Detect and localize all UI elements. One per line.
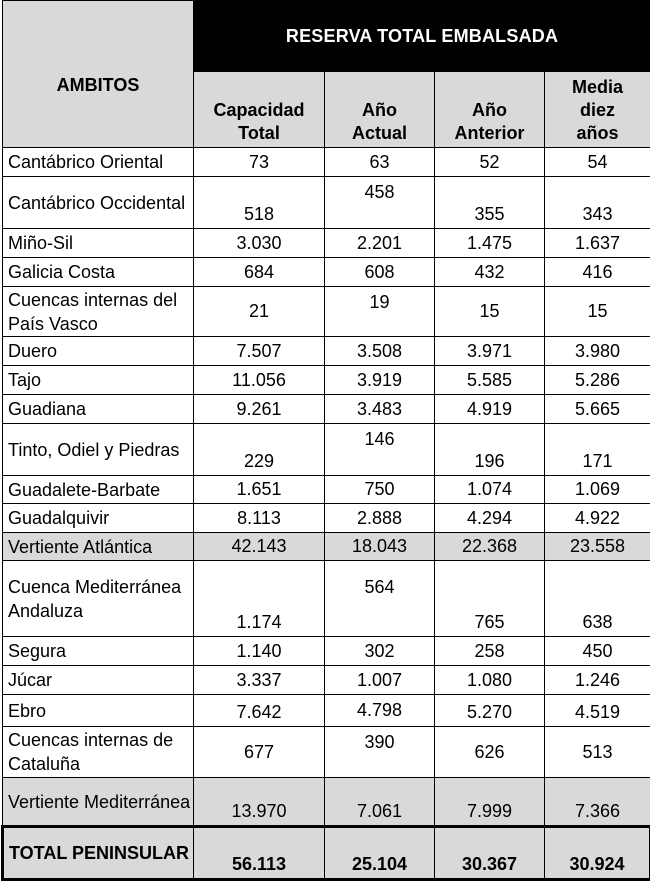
cell-media: 343 bbox=[545, 177, 650, 229]
cell-anterior: 5.270 bbox=[435, 695, 545, 727]
row-name: Ebro bbox=[3, 695, 194, 727]
cell-anterior: 196 bbox=[435, 424, 545, 476]
cell-actual: 2.201 bbox=[325, 229, 435, 258]
cell-anterior: 1.080 bbox=[435, 666, 545, 695]
cell-media: 5.665 bbox=[545, 395, 650, 424]
total-capacidad: 56.113 bbox=[194, 827, 325, 880]
cell-capacidad: 684 bbox=[194, 258, 325, 287]
table-row bbox=[3, 666, 650, 695]
row-name: Cuenca Mediterránea Andaluza bbox=[3, 561, 194, 637]
header-media-label: Media diez años bbox=[572, 77, 624, 143]
cell-actual: 564 bbox=[325, 561, 435, 637]
header-capacidad-label: Capacidad Total bbox=[213, 100, 305, 143]
cell-actual: 608 bbox=[325, 258, 435, 287]
cell-capacidad: 11.056 bbox=[194, 366, 325, 395]
cell-anterior: 5.585 bbox=[435, 366, 545, 395]
table-row bbox=[3, 258, 650, 287]
cell-capacidad: 1.140 bbox=[194, 637, 325, 666]
table-row bbox=[3, 395, 650, 424]
cell-actual: 7.061 bbox=[325, 778, 435, 827]
table-row bbox=[3, 366, 650, 395]
cell-capacidad: 3.030 bbox=[194, 229, 325, 258]
cell-media: 54 bbox=[545, 148, 650, 177]
row-name: Guadalquivir bbox=[3, 504, 194, 533]
header-actual-label: Año Actual bbox=[351, 100, 407, 143]
cell-media: 171 bbox=[545, 424, 650, 476]
cell-anterior: 4.919 bbox=[435, 395, 545, 424]
cell-anterior: 355 bbox=[435, 177, 545, 229]
cell-actual: 63 bbox=[325, 148, 435, 177]
table-row bbox=[3, 337, 650, 366]
cell-media: 1.637 bbox=[545, 229, 650, 258]
table-row bbox=[3, 637, 650, 666]
total-media: 30.924 bbox=[545, 827, 650, 880]
row-name: Cantábrico Oriental bbox=[3, 148, 194, 177]
header-ambitos: AMBITOS bbox=[3, 1, 194, 148]
cell-anterior: 626 bbox=[435, 727, 545, 778]
cell-anterior: 4.294 bbox=[435, 504, 545, 533]
cell-capacidad: 13.970 bbox=[194, 778, 325, 827]
cell-media: 513 bbox=[545, 727, 650, 778]
cell-anterior: 15 bbox=[435, 287, 545, 337]
table-row bbox=[3, 148, 650, 177]
cell-capacidad: 677 bbox=[194, 727, 325, 778]
cell-media: 1.246 bbox=[545, 666, 650, 695]
cell-actual: 146 bbox=[325, 424, 435, 476]
total-actual: 25.104 bbox=[325, 827, 435, 880]
cell-capacidad: 21 bbox=[194, 287, 325, 337]
cell-actual: 390 bbox=[325, 727, 435, 778]
cell-media: 5.286 bbox=[545, 366, 650, 395]
row-name: Galicia Costa bbox=[3, 258, 194, 287]
cell-actual: 19 bbox=[325, 287, 435, 337]
cell-media: 4.922 bbox=[545, 504, 650, 533]
cell-anterior: 258 bbox=[435, 637, 545, 666]
row-name: Cantábrico Occidental bbox=[3, 177, 194, 229]
table-row bbox=[3, 177, 650, 229]
cell-media: 638 bbox=[545, 561, 650, 637]
cell-media: 416 bbox=[545, 258, 650, 287]
total-name: TOTAL PENINSULAR bbox=[3, 827, 194, 880]
table-row bbox=[3, 504, 650, 533]
cell-anterior: 7.999 bbox=[435, 778, 545, 827]
cell-media: 4.519 bbox=[545, 695, 650, 727]
row-name: Tinto, Odiel y Piedras bbox=[3, 424, 194, 476]
table-row bbox=[3, 424, 650, 476]
cell-actual: 750 bbox=[325, 476, 435, 504]
cell-capacidad: 42.143 bbox=[194, 533, 325, 561]
cell-anterior: 1.475 bbox=[435, 229, 545, 258]
cell-actual: 3.483 bbox=[325, 395, 435, 424]
subtotal-row bbox=[3, 533, 650, 561]
row-name: Vertiente Atlántica bbox=[3, 533, 194, 561]
cell-actual: 1.007 bbox=[325, 666, 435, 695]
subtotal-row bbox=[3, 778, 650, 827]
cell-capacidad: 9.261 bbox=[194, 395, 325, 424]
row-name: Segura bbox=[3, 637, 194, 666]
table-row bbox=[3, 287, 650, 337]
row-name: Cuencas internas de Cataluña bbox=[3, 727, 194, 778]
row-name: Vertiente Mediterránea bbox=[3, 778, 194, 827]
cell-anterior: 22.368 bbox=[435, 533, 545, 561]
table-row bbox=[3, 476, 650, 504]
cell-capacidad: 518 bbox=[194, 177, 325, 229]
cell-actual: 18.043 bbox=[325, 533, 435, 561]
total-anterior: 30.367 bbox=[435, 827, 545, 880]
cell-media: 1.069 bbox=[545, 476, 650, 504]
cell-actual: 458 bbox=[325, 177, 435, 229]
table-row bbox=[3, 727, 650, 778]
cell-media: 3.980 bbox=[545, 337, 650, 366]
cell-actual: 3.919 bbox=[325, 366, 435, 395]
header-anterior-label: Año Anterior bbox=[454, 100, 525, 143]
table-row bbox=[3, 229, 650, 258]
cell-capacidad: 7.642 bbox=[194, 695, 325, 727]
row-name: Tajo bbox=[3, 366, 194, 395]
table-row bbox=[3, 561, 650, 637]
reserve-table bbox=[1, 0, 650, 881]
row-name: Júcar bbox=[3, 666, 194, 695]
total-row bbox=[3, 827, 650, 880]
cell-capacidad: 73 bbox=[194, 148, 325, 177]
cell-capacidad: 7.507 bbox=[194, 337, 325, 366]
row-name: Guadalete-Barbate bbox=[3, 476, 194, 504]
row-name: Cuencas internas del País Vasco bbox=[3, 287, 194, 337]
cell-media: 450 bbox=[545, 637, 650, 666]
cell-media: 15 bbox=[545, 287, 650, 337]
cell-actual: 302 bbox=[325, 637, 435, 666]
cell-anterior: 52 bbox=[435, 148, 545, 177]
header-capacidad-total bbox=[194, 72, 325, 148]
cell-anterior: 1.074 bbox=[435, 476, 545, 504]
cell-anterior: 3.971 bbox=[435, 337, 545, 366]
header-media-diez-anos bbox=[545, 72, 650, 148]
cell-anterior: 432 bbox=[435, 258, 545, 287]
cell-capacidad: 3.337 bbox=[194, 666, 325, 695]
table-row bbox=[3, 695, 650, 727]
header-ano-actual bbox=[325, 72, 435, 148]
cell-capacidad: 8.113 bbox=[194, 504, 325, 533]
cell-anterior: 765 bbox=[435, 561, 545, 637]
cell-capacidad: 229 bbox=[194, 424, 325, 476]
cell-actual: 4.798 bbox=[325, 695, 435, 727]
cell-capacidad: 1.174 bbox=[194, 561, 325, 637]
cell-actual: 2.888 bbox=[325, 504, 435, 533]
cell-actual: 3.508 bbox=[325, 337, 435, 366]
row-name: Duero bbox=[3, 337, 194, 366]
cell-media: 23.558 bbox=[545, 533, 650, 561]
header-banner: RESERVA TOTAL EMBALSADA bbox=[194, 1, 650, 72]
cell-capacidad: 1.651 bbox=[194, 476, 325, 504]
row-name: Guadiana bbox=[3, 395, 194, 424]
cell-media: 7.366 bbox=[545, 778, 650, 827]
row-name: Miño-Sil bbox=[3, 229, 194, 258]
header-ano-anterior bbox=[435, 72, 545, 148]
